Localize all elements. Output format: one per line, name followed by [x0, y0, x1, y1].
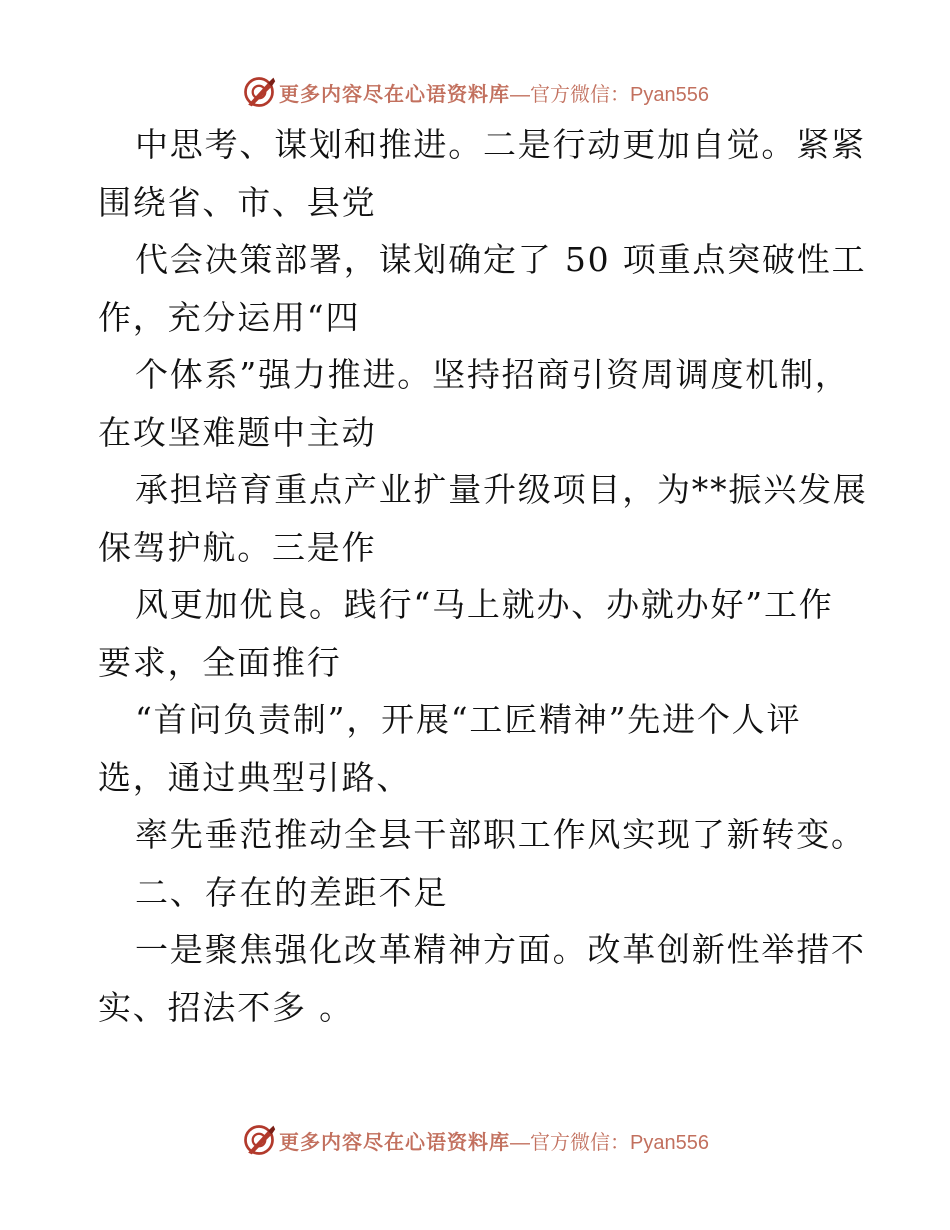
text-line: 围绕省、市、县党 [98, 182, 377, 222]
banner-title: 更多内容尽在心语资料库 [279, 81, 511, 106]
logo-icon [241, 1122, 277, 1158]
banner-contact: —官方微信：Pyan556 [510, 1131, 709, 1154]
footer-banner [0, 1120, 950, 1160]
text-line: 代会决策部署，谋划确定了 50 项重点突破性工 [135, 240, 867, 279]
text-line: 作，充分运用“四 [98, 297, 361, 337]
text-line: 中思考、谋划和推进。二是行动更加自觉。紧紧 [135, 125, 866, 164]
section-heading: 二、存在的差距不足 [135, 872, 449, 912]
logo-icon [241, 74, 277, 110]
text-line: “首问负责制”，开展“工匠精神”先进个人评 [135, 700, 802, 739]
header-banner [0, 72, 950, 112]
text-line: 在攻坚难题中主动 [98, 412, 377, 452]
banner-title: 更多内容尽在心语资料库 [279, 1129, 511, 1154]
text-line: 选，通过典型引路、 [98, 757, 412, 797]
text-line: 个体系”强力推进。坚持招商引资周调度机制， [135, 355, 850, 394]
text-line: 承担培育重点产业扩量升级项目，为**振兴发展 [135, 470, 868, 509]
text-line: 风更加优良。践行“马上就办、办就办好”工作 [135, 585, 834, 624]
document-body [98, 116, 868, 1036]
text-line: 率先垂范推动全县干部职工作风实现了新转变。 [135, 815, 866, 854]
text-line: 保驾护航。三是作 [98, 527, 377, 567]
banner-contact: —官方微信：Pyan556 [510, 83, 709, 106]
text-line: 一是聚焦强化改革精神方面。改革创新性举措不 [135, 930, 866, 969]
text-line: 实、招法不多 。 [98, 987, 354, 1027]
text-line: 要求，全面推行 [98, 642, 342, 682]
